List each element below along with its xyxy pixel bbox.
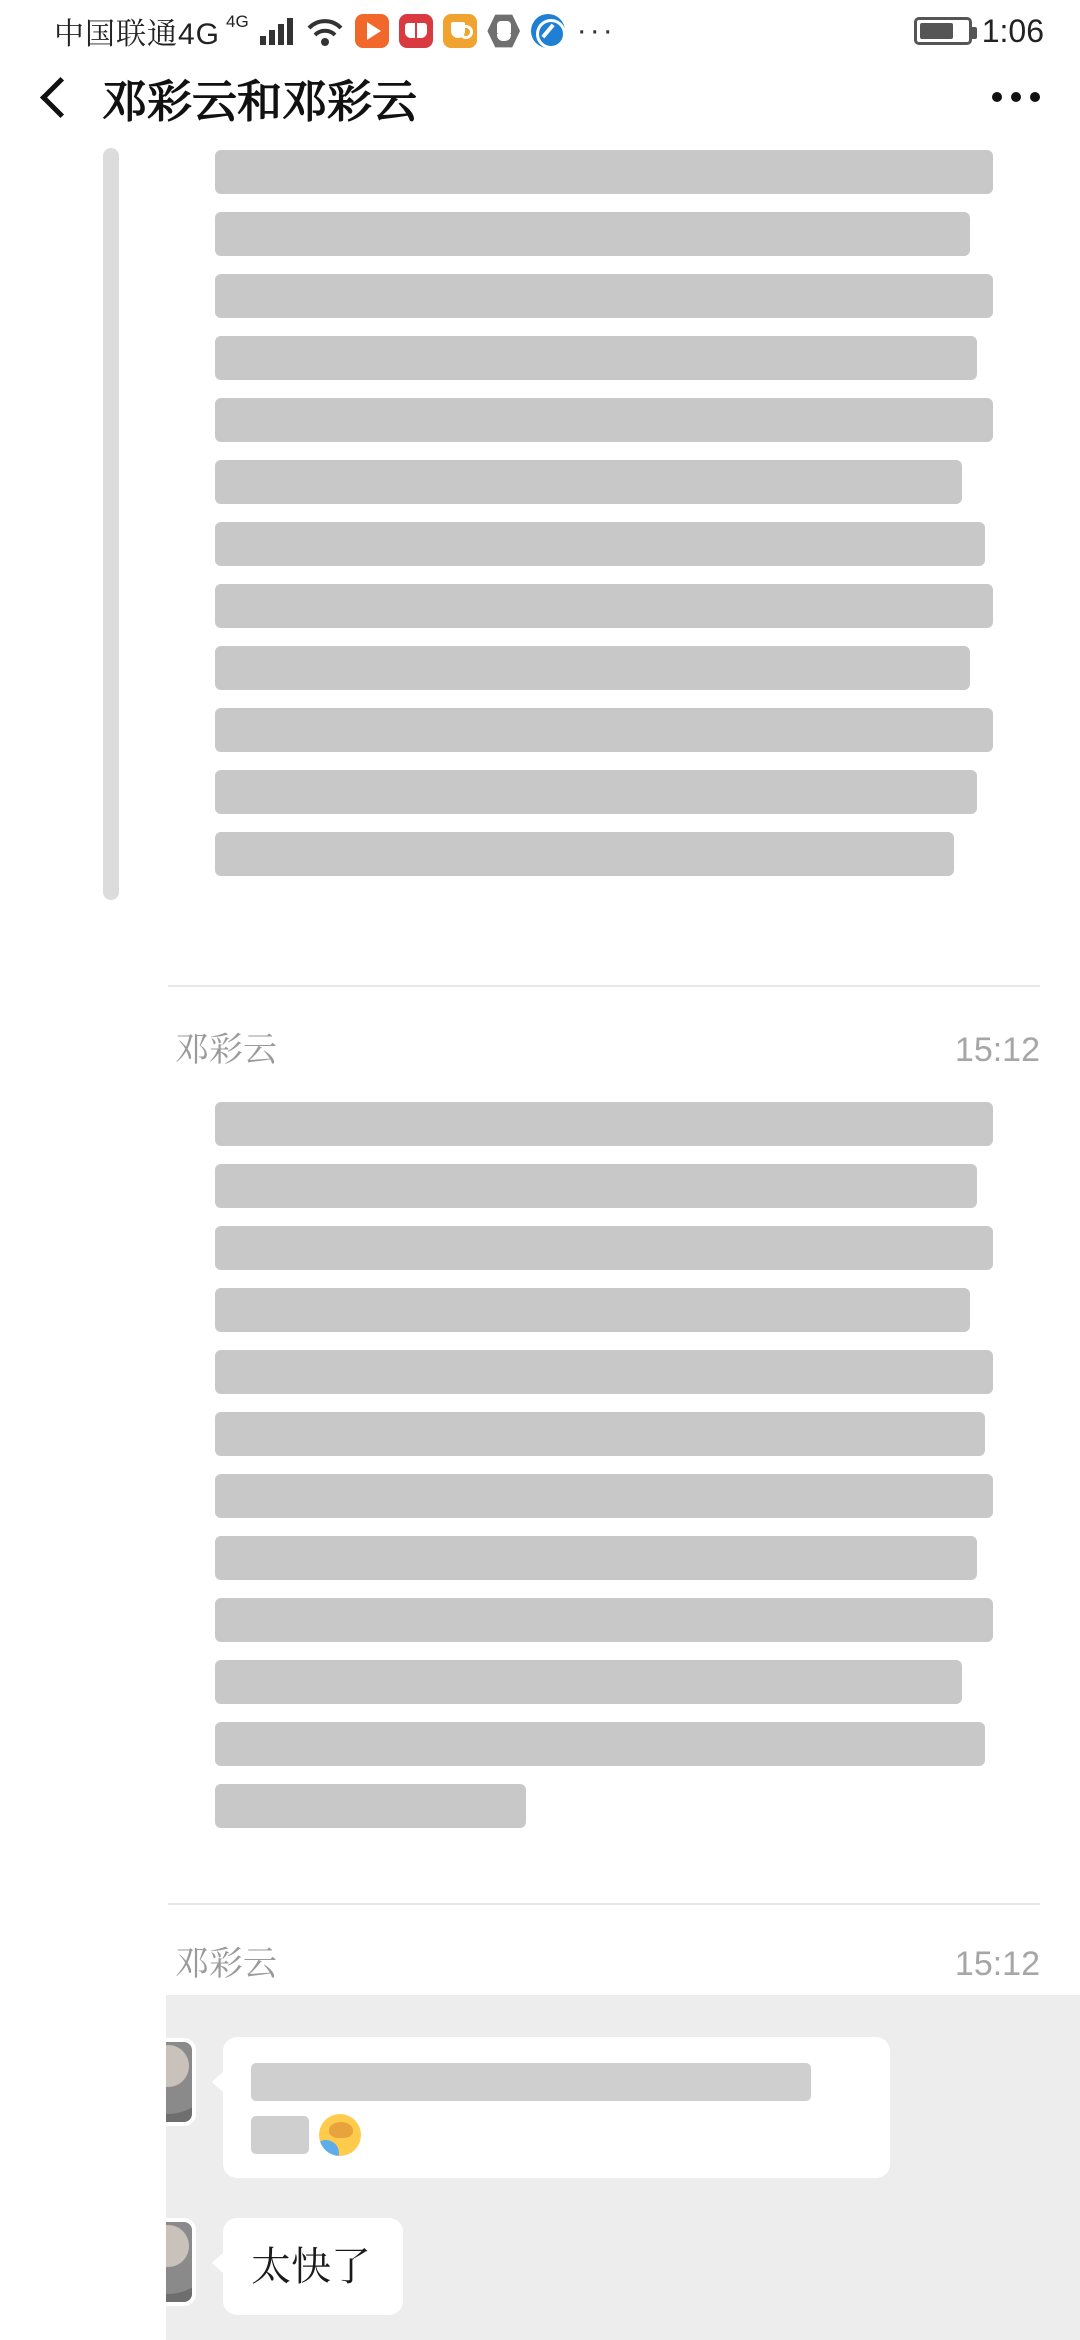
facepalm-emoji <box>319 2114 361 2156</box>
message-text-redacted[interactable] <box>215 150 993 894</box>
redacted-text-line <box>215 1784 526 1828</box>
chat-bubble[interactable] <box>223 2218 403 2315</box>
redacted-text-line <box>215 1474 993 1518</box>
more-menu-button[interactable] <box>992 82 1040 112</box>
video-app-notification-icon <box>355 14 389 48</box>
avatar <box>166 2218 196 2306</box>
sender-name: 邓彩云 <box>175 1945 277 1983</box>
sender-row <box>175 1936 1040 1985</box>
redacted-text-line <box>215 584 993 628</box>
redacted-text-line <box>215 1536 977 1580</box>
redacted-text-line <box>215 1288 970 1332</box>
chat-title: 邓彩云和邓彩云 <box>102 75 418 127</box>
redacted-text-line <box>215 1598 993 1642</box>
battery-icon <box>914 17 972 45</box>
message-time: 15:12 <box>954 1945 1040 1983</box>
message-text-redacted[interactable] <box>215 1102 993 1846</box>
back-button[interactable] <box>34 75 78 119</box>
left-edge-strip <box>103 148 119 900</box>
redacted-text-line <box>215 1722 985 1766</box>
redacted-text-line <box>215 646 970 690</box>
sender-row <box>175 1022 1040 1071</box>
network-4g-badge: 4G <box>226 12 249 31</box>
redacted-text-line <box>215 274 993 318</box>
redacted-bubble-line <box>251 2114 862 2156</box>
redacted-text-line <box>215 336 977 380</box>
message-divider <box>168 1903 1040 1905</box>
redacted-text-line <box>251 2116 309 2154</box>
status-right-cluster <box>914 13 1044 50</box>
redacted-text-line <box>215 1164 977 1208</box>
redacted-text-line <box>215 398 993 442</box>
redacted-text-line <box>215 1660 962 1704</box>
status-left-cluster <box>54 9 616 53</box>
status-time: 1:06 <box>981 12 1044 49</box>
status-overflow-dots: ··· <box>576 14 616 47</box>
browser-app-notification-icon <box>531 14 565 48</box>
avatar <box>166 2038 196 2126</box>
redacted-text-line <box>215 460 962 504</box>
status-bar <box>0 0 1080 56</box>
embedded-chat-screenshot[interactable] <box>166 1995 1080 2340</box>
sender-name: 邓彩云 <box>175 1031 277 1069</box>
redacted-text-line <box>215 770 977 814</box>
cup-app-notification-icon <box>443 14 477 48</box>
redacted-text-line <box>215 1102 993 1146</box>
redacted-text-line <box>215 832 954 876</box>
redacted-text-line <box>251 2063 811 2101</box>
bubble-text: 太快了 <box>251 2244 371 2289</box>
signal-bars-icon <box>259 14 295 48</box>
message-divider <box>168 985 1040 987</box>
redacted-text-line <box>215 522 985 566</box>
message-time: 15:12 <box>954 1031 1040 1069</box>
redacted-text-line <box>215 150 993 194</box>
redacted-text-line <box>215 1226 993 1270</box>
chat-header <box>0 56 1080 138</box>
carrier-label: 中国联通4G <box>54 18 221 51</box>
redacted-text-line <box>215 1412 985 1456</box>
hand-app-notification-icon <box>487 14 521 48</box>
redacted-text-line <box>215 708 993 752</box>
redacted-text-line <box>215 1350 993 1394</box>
redacted-text-line <box>215 212 970 256</box>
reader-app-notification-icon <box>399 14 433 48</box>
wifi-icon <box>305 14 345 48</box>
redacted-bubble-line <box>251 2063 862 2101</box>
chat-bubble-redacted[interactable] <box>223 2037 890 2178</box>
